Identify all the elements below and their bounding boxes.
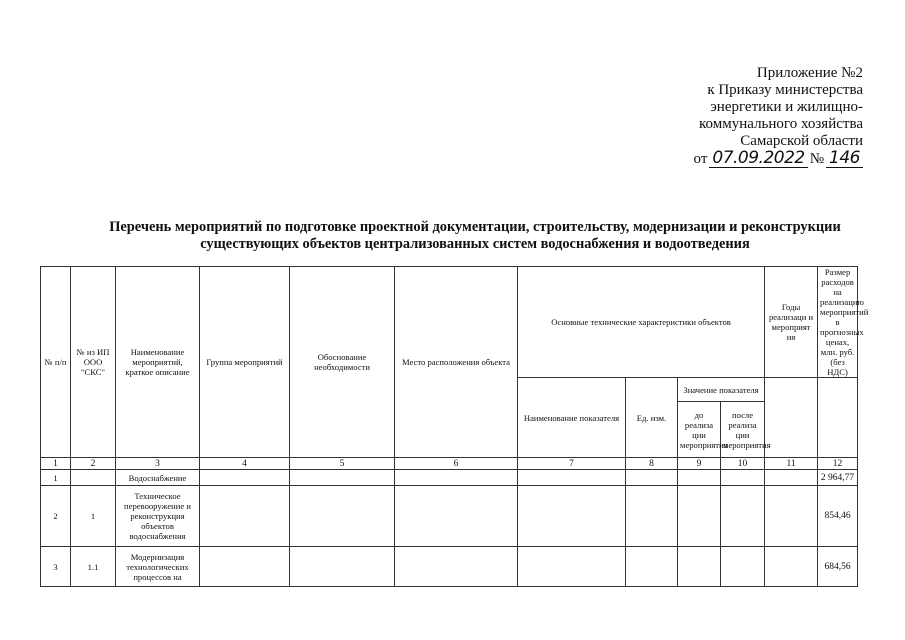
order-date-number bbox=[694, 150, 863, 168]
appendix-line: коммунального хозяйства bbox=[699, 116, 863, 132]
appendix-block bbox=[694, 65, 863, 168]
header-justification: Обоснование необходимости bbox=[290, 267, 395, 458]
appendix-line: Приложение №2 bbox=[756, 65, 863, 81]
row-cost: 2 964,77 bbox=[818, 470, 858, 486]
index-cell: 11 bbox=[765, 458, 818, 470]
index-cell: 1 bbox=[41, 458, 71, 470]
header-indicator-value: Значение показателя bbox=[678, 378, 765, 402]
row-cost: 854,46 bbox=[818, 486, 858, 547]
number-label: № bbox=[809, 151, 825, 167]
header-years: Годы реализаци и мероприят ия bbox=[765, 267, 818, 378]
handwritten-number: 146 bbox=[826, 150, 863, 168]
index-cell: 4 bbox=[200, 458, 290, 470]
header-after: после реализа ции мероприятия bbox=[721, 402, 765, 458]
index-cell: 7 bbox=[518, 458, 626, 470]
row-ip-number bbox=[71, 470, 116, 486]
header-ip: № из ИП ООО "СКС" bbox=[71, 267, 116, 458]
from-label: от bbox=[693, 151, 708, 167]
header-cost: Размер расходов на реализацию мероприятий в прогнозных ценах, млн. руб. (без НДС) bbox=[818, 267, 858, 378]
header-unit: Ед. изм. bbox=[626, 378, 678, 458]
header-cost-blank bbox=[818, 378, 858, 458]
index-cell: 9 bbox=[678, 458, 721, 470]
row-ip-number: 1 bbox=[71, 486, 116, 547]
row-ip-number: 1.1 bbox=[71, 547, 116, 587]
header-group: Группа мероприятий bbox=[200, 267, 290, 458]
title-line-1: Перечень мероприятий по подготовке проектной документации, строительству, модернизации и реконструкции bbox=[109, 219, 841, 235]
header-name: Наименование мероприятий, краткое описание bbox=[116, 267, 200, 458]
index-cell: 8 bbox=[626, 458, 678, 470]
index-cell: 3 bbox=[116, 458, 200, 470]
row-cost: 684,56 bbox=[818, 547, 858, 587]
row-number: 1 bbox=[41, 470, 71, 486]
title-line-2: существующих объектов централизованных систем водоснабжения и водоотведения bbox=[200, 236, 750, 252]
row-name: Водоснабжение bbox=[116, 470, 200, 486]
header-num: № п/п bbox=[41, 267, 71, 458]
index-cell: 5 bbox=[290, 458, 395, 470]
row-number: 2 bbox=[41, 486, 71, 547]
index-cell: 6 bbox=[395, 458, 518, 470]
row-name: Модернизация технологических процессов на bbox=[116, 547, 200, 587]
row-name: Техническое перевооружение и реконструкция объектов водоснабжения bbox=[116, 486, 200, 547]
document-title bbox=[60, 219, 890, 253]
row-number: 3 bbox=[41, 547, 71, 587]
header-indicator-name: Наименование показателя bbox=[518, 378, 626, 458]
appendix-line: к Приказу министерства bbox=[707, 82, 863, 98]
header-location: Место расположения объекта bbox=[395, 267, 518, 458]
table-row bbox=[41, 470, 858, 486]
index-cell: 12 bbox=[818, 458, 858, 470]
handwritten-date: 07.09.2022 bbox=[709, 150, 807, 168]
table-row bbox=[41, 486, 858, 547]
column-index-row bbox=[41, 458, 858, 470]
index-cell: 10 bbox=[721, 458, 765, 470]
index-cell: 2 bbox=[71, 458, 116, 470]
appendix-line: Самарской области bbox=[740, 133, 863, 149]
header-before: до реализа ции мероприятия bbox=[678, 402, 721, 458]
header-tech-characteristics: Основные технические характеристики объектов bbox=[518, 267, 765, 378]
table-row bbox=[41, 547, 858, 587]
measures-table bbox=[40, 266, 869, 587]
header-years-blank bbox=[765, 378, 818, 458]
appendix-line: энергетики и жилищно- bbox=[710, 99, 863, 115]
